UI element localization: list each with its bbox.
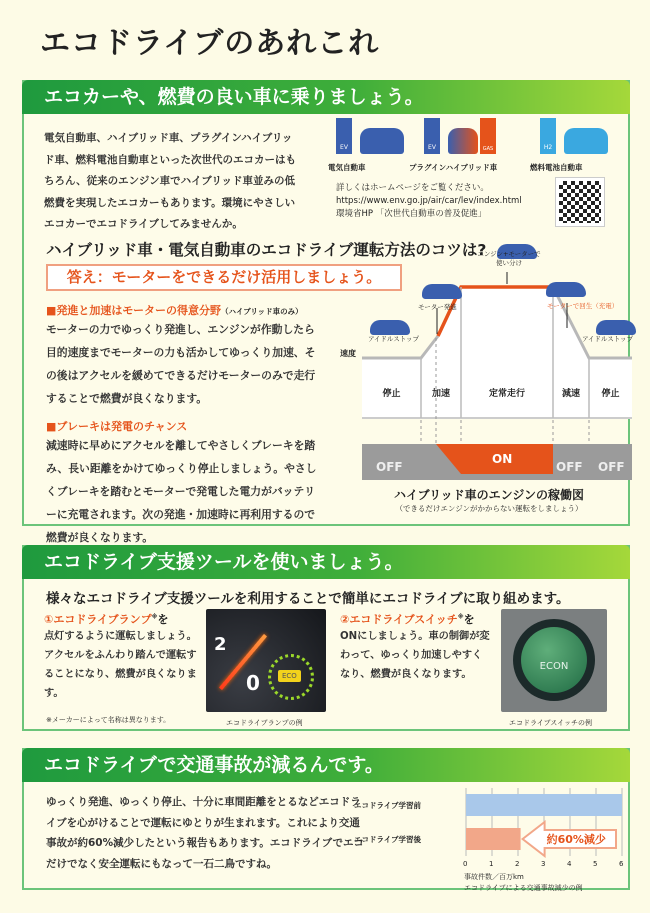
tip2-title: ■ブレーキは発電のチャンス xyxy=(46,420,188,433)
car-icon xyxy=(564,128,608,154)
engine-off-1: OFF xyxy=(376,460,403,474)
ecocar-icon xyxy=(336,118,406,158)
section-accidents xyxy=(22,748,630,890)
phase-stop-2: 停止 xyxy=(601,389,620,399)
tip1-note: （ハイブリッド車のみ） xyxy=(220,307,303,316)
lamp-caption: エコドライブランプの例 xyxy=(226,719,303,727)
car-icon xyxy=(546,282,586,297)
section-tools xyxy=(22,545,630,731)
car-icon xyxy=(360,128,404,154)
link-source: 環境省HP 「次世代自動車の普及促進」 xyxy=(336,209,487,219)
ecocar-label: プラグインハイブリッド車 xyxy=(409,163,498,172)
bar xyxy=(466,794,622,816)
gas-pump-icon: GAS xyxy=(480,118,496,154)
qr-code[interactable] xyxy=(556,178,604,226)
link-url[interactable]: https://www.env.go.jp/air/car/lev/index.html xyxy=(336,196,522,206)
accident-chart xyxy=(354,786,624,892)
engine-diagram xyxy=(314,248,634,482)
x-tick-label: 4 xyxy=(567,860,572,868)
accident-body: ゆっくり発進、ゆっくり停止、十分に車間距離をとるなどエコドライブを心がけることで運転にゆとりが生まれます。これにより交通事故が約60%減少したという報告もあります。エコドライブでエコだけでなく安全運転にもなって一石二鳥ですね。 xyxy=(46,796,364,870)
tip1-body: モーターの力でゆっくり発進し、エンジンが作動したら目的速度までモーターの力も活かしてゆっくり加速、その後はアクセルを緩めてできるだけモーターのみで走行することで燃費が良くなります。 xyxy=(46,323,316,405)
phase-cruise: 定常走行 xyxy=(488,389,525,399)
x-tick-label: 0 xyxy=(463,860,468,868)
annotation-motor-start: モーター発進 xyxy=(418,303,457,311)
speed-label: 速度 xyxy=(340,349,356,358)
car-icon xyxy=(422,284,462,299)
x-axis-label: 事故件数／百万km xyxy=(464,873,524,881)
maker-note: ※メーカーによって名称は異なります。 xyxy=(46,716,171,724)
section-ecocar xyxy=(22,80,634,544)
bar-category-label: エコドライブ学習前 xyxy=(354,801,422,810)
lamp-title-suffix: を xyxy=(157,613,169,626)
engine-off-3: OFF xyxy=(598,460,625,474)
ecocar-label: 電気自動車 xyxy=(328,163,366,172)
car-icon xyxy=(370,320,410,335)
section-banner: エコドライブ支援ツールを使いましょう。 xyxy=(22,545,630,579)
annotation-regen: モーターで回生（充電） xyxy=(547,302,619,310)
switch-title: ②エコドライブスイッチ xyxy=(340,613,458,626)
car-icon xyxy=(448,128,478,154)
car-icon xyxy=(596,320,636,335)
phase-decelerate: 減速 xyxy=(561,389,580,399)
link-intro: 詳しくはホームページをご覧ください。 xyxy=(336,183,489,193)
tools-lead: 様々なエコドライブ支援ツールを利用することで簡単にエコドライブに取り組めます。 xyxy=(46,591,570,607)
question-heading: ハイブリッド車・電気自動車のエコドライブ運転方法のコツは? xyxy=(46,241,487,259)
intro-text: 電気自動車、ハイブリッド車、プラグインハイブリッド車、燃料電池自動車といった次世代のエコカーはもちろん、従来のエンジン車でハイブリッド車並みの低燃費を実現したエコカーもあります。環境にやさしいエコカーでエコドライブしてみませんか。 xyxy=(44,132,296,230)
engine-on: ON xyxy=(492,452,513,466)
chart-title: エコドライブによる交通事故減少の例 xyxy=(464,884,583,892)
engine-off-2: OFF xyxy=(556,460,583,474)
eco-lamp: ECO xyxy=(278,670,301,682)
ecocar-label: 燃料電池自動車 xyxy=(530,163,583,172)
reduction-label: 約60%減少 xyxy=(546,833,606,846)
page-title: エコドライブのあれこれ xyxy=(40,26,380,61)
x-tick-label: 5 xyxy=(593,860,598,868)
answer-box: 答え：モーターをできるだけ活用しましょう。 xyxy=(46,264,402,291)
eco-lamp-photo xyxy=(206,609,326,712)
switch-body: ONにしましょう。車の制御が変わって、ゆっくり加速しやすくなり、燃費が良くなります。 xyxy=(340,631,490,680)
asterisk: ※ xyxy=(151,613,158,621)
asterisk: ※ xyxy=(457,613,464,621)
phase-stop: 停止 xyxy=(382,389,401,399)
x-tick-label: 2 xyxy=(515,860,520,868)
lamp-title: ①エコドライブランプ xyxy=(44,613,152,626)
diagram-caption: ハイブリッド車のエンジンの稼働図 xyxy=(393,488,585,502)
bar xyxy=(466,828,521,850)
ecocar-icon xyxy=(540,118,610,158)
switch-caption: エコドライブスイッチの例 xyxy=(509,719,593,727)
charger-icon: H2 xyxy=(540,118,556,154)
speed-profile-chart xyxy=(314,248,634,482)
gauge-number-2: 2 xyxy=(214,634,227,655)
diagram-subcaption: （できるだけエンジンがかからない運転をしましょう） xyxy=(395,504,583,513)
ecocar-icon xyxy=(424,118,494,158)
lamp-body: 点灯するように運転しましょう。アクセルをふんわり踏んで運転することになり、燃費が良くなります。 xyxy=(44,631,197,699)
charger-icon: EV xyxy=(424,118,440,154)
tip2-body: 減速時に早めにアクセルを離してやさしくブレーキを踏み、長い距離をかけてゆっくり停止しましょう。やさしくブレーキを踏むとモーターで発電した電力がバッテリーに充電されます。次の発進・加速時に再利用するので燃費が良くなります。 xyxy=(46,439,317,544)
link-info xyxy=(336,182,522,221)
charger-icon: EV xyxy=(336,118,352,154)
x-tick-label: 6 xyxy=(619,860,624,868)
bar-chart-svg xyxy=(354,786,624,858)
tip1-title: ■発進と加速はモーターの得意分野 xyxy=(46,304,221,317)
annotation-idle-right: アイドルストップ xyxy=(582,335,634,343)
annotation-engine-motor: エンジン+モーターで xyxy=(477,250,541,258)
annotation-idle-left: アイドルストップ xyxy=(368,335,420,343)
phase-accelerate: 加速 xyxy=(431,389,450,399)
annotation-engine-motor-2: 使い分け xyxy=(496,259,522,267)
bar-category-label: エコドライブ学習後 xyxy=(354,835,422,844)
econ-button: ECON xyxy=(521,627,587,693)
section-banner: エコカーや、燃費の良い車に乗りましょう。 xyxy=(22,80,630,114)
x-tick-label: 1 xyxy=(489,860,494,868)
x-tick-label: 3 xyxy=(541,860,546,868)
gauge-number-0: 0 xyxy=(246,671,260,695)
switch-title-suffix: を xyxy=(463,613,475,626)
eco-switch-photo xyxy=(501,609,607,712)
section-banner: エコドライブで交通事故が減るんです。 xyxy=(22,748,630,782)
